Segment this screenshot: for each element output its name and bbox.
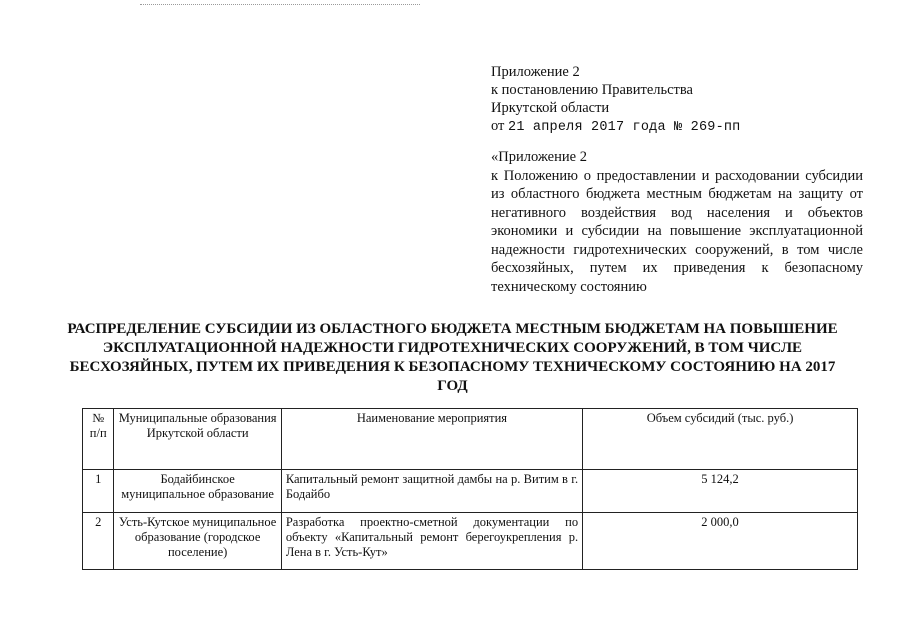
regulation-reference <box>491 148 863 296</box>
document-title: РАСПРЕДЕЛЕНИЕ СУБСИДИИ ИЗ ОБЛАСТНОГО БЮДЖЕТА МЕСТНЫМ БЮДЖЕТАМ НА ПОВЫШЕНИЕ ЭКСПЛУАТАЦИОННОЙ НАДЕЖНОСТИ ГИДРОТЕХНИЧЕСКИХ СООРУЖЕНИЙ, В ТОМ ЧИСЛЕ БЕСХОЗЯЙНЫХ, ПУТЕМ ИХ ПРИВЕДЕНИЯ К БЕЗОПАСНОМУ ТЕХНИЧЕСКОМУ СОСТОЯНИЮ НА 2017 ГОД <box>67 321 838 394</box>
row-measure: Разработка проектно-сметной документации по объекту «Капитальный ремонт берегоукрепления р. Лена в г. Усть-Кут» <box>281 513 582 570</box>
row-num: 2 <box>83 513 114 570</box>
regulation-heading: «Приложение 2 <box>491 149 587 165</box>
table-header-row <box>83 409 858 470</box>
row-measure: Капитальный ремонт защитной дамбы на р. Витим в г. Бодайбо <box>281 470 582 513</box>
subsidy-table <box>82 408 858 570</box>
table-row <box>83 513 858 570</box>
appendix-region: Иркутской области <box>491 100 610 116</box>
appendix-to-resolution: к постановлению Правительства <box>491 82 693 98</box>
row-municipality: Усть-Кутское муниципальное образование (городское поселение) <box>114 513 281 570</box>
appendix-from-prefix: от <box>491 118 505 134</box>
header-measure: Наименование мероприятия <box>281 409 582 470</box>
header-municipality: Муниципальные образования Иркутской области <box>114 409 281 470</box>
row-amount: 2 000,0 <box>583 513 858 570</box>
appendix-date-line <box>491 117 871 137</box>
row-num: 1 <box>83 470 114 513</box>
appendix-title: Приложение 2 <box>491 64 580 80</box>
header-num: № п/п <box>83 409 114 470</box>
appendix-date-number: 21 апреля 2017 года № 269-пп <box>508 120 741 135</box>
regulation-body: к Положению о предоставлении и расходовании субсидии из областного бюджета местным бюджетам на защиту от негативного воздействия вод населения и объектов экономики и субсидии на повышение эксплуатационной надежности гидротехнических сооружений, в том числе бесхозяйных, путем их приведения к безопасному техническому состоянию <box>491 167 863 295</box>
appendix-stamp <box>491 63 871 137</box>
row-municipality: Бодайбинское муниципальное образование <box>114 470 281 513</box>
table-row <box>83 470 858 513</box>
scan-artifact-line <box>140 4 420 6</box>
row-amount: 5 124,2 <box>583 470 858 513</box>
header-amount: Объем субсидий (тыс. руб.) <box>583 409 858 470</box>
